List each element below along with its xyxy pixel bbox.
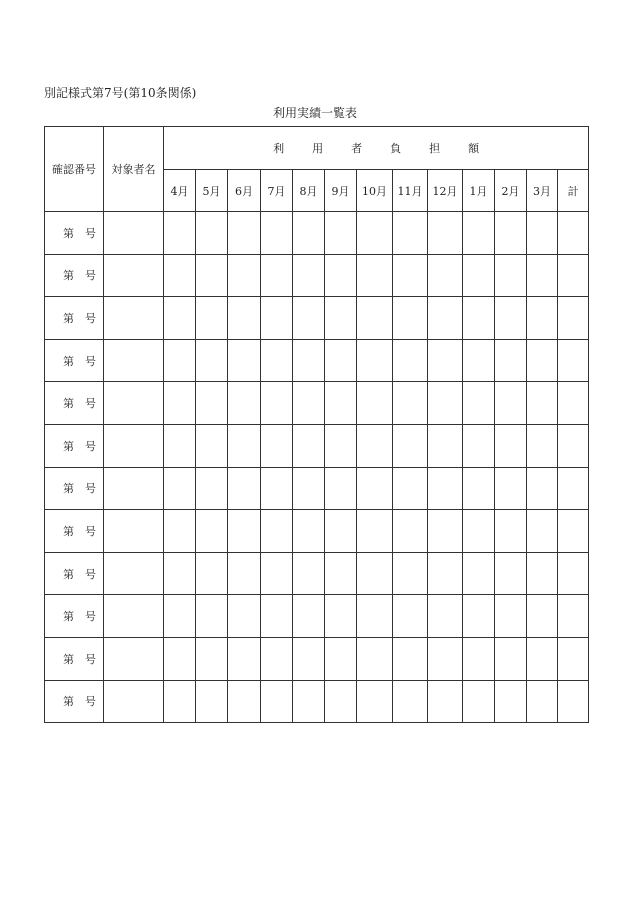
month-header-cell: 12月 xyxy=(428,170,463,212)
table-row xyxy=(45,382,589,425)
amount-cell[interactable] xyxy=(393,510,428,553)
amount-cell[interactable] xyxy=(196,424,228,467)
month-header-cell: 10月 xyxy=(357,170,393,212)
amount-cell[interactable] xyxy=(463,424,495,467)
amount-cell[interactable] xyxy=(325,424,357,467)
number-prefix: 第 xyxy=(63,652,74,666)
amount-cell[interactable] xyxy=(261,467,293,510)
number-suffix: 号 xyxy=(85,354,96,368)
table-row xyxy=(45,595,589,638)
amount-cell[interactable] xyxy=(463,552,495,595)
amount-cell[interactable] xyxy=(357,467,393,510)
amount-cell[interactable] xyxy=(164,339,196,382)
amount-cell[interactable] xyxy=(261,424,293,467)
amount-cell[interactable] xyxy=(393,424,428,467)
month-header-cell: 11月 xyxy=(393,170,428,212)
amount-cell[interactable] xyxy=(228,637,261,680)
month-header-cell: 8月 xyxy=(293,170,325,212)
month-header-cell: 6月 xyxy=(228,170,261,212)
table-row xyxy=(45,297,589,340)
amount-cell[interactable] xyxy=(196,467,228,510)
amount-cell[interactable] xyxy=(527,552,558,595)
number-prefix: 第 xyxy=(63,567,74,581)
amount-cell[interactable] xyxy=(357,212,393,255)
amount-cell[interactable] xyxy=(261,637,293,680)
amount-cell[interactable] xyxy=(428,595,463,638)
amount-cell[interactable] xyxy=(558,595,589,638)
number-suffix: 号 xyxy=(85,439,96,453)
confirmation-number-cell[interactable] xyxy=(45,424,104,467)
amount-cell[interactable] xyxy=(393,212,428,255)
amount-cell[interactable] xyxy=(164,212,196,255)
amount-cell[interactable] xyxy=(463,637,495,680)
amount-cell[interactable] xyxy=(428,680,463,723)
number-suffix: 号 xyxy=(85,695,96,709)
amount-cell[interactable] xyxy=(164,680,196,723)
target-name-cell[interactable] xyxy=(104,297,164,340)
amount-cell[interactable] xyxy=(293,382,325,425)
confirmation-number-cell[interactable] xyxy=(45,297,104,340)
number-prefix: 第 xyxy=(63,524,74,538)
number-prefix: 第 xyxy=(63,311,74,325)
amount-cell[interactable] xyxy=(527,680,558,723)
amount-cell[interactable] xyxy=(428,552,463,595)
number-suffix: 号 xyxy=(85,482,96,496)
header-user-burden-amount xyxy=(164,127,589,170)
amount-cell[interactable] xyxy=(196,339,228,382)
table-body xyxy=(45,212,589,723)
amount-cell[interactable] xyxy=(495,212,527,255)
amount-cell[interactable] xyxy=(228,680,261,723)
target-name-cell[interactable] xyxy=(104,339,164,382)
amount-cell[interactable] xyxy=(558,637,589,680)
amount-cell[interactable] xyxy=(558,254,589,297)
amount-cell[interactable] xyxy=(527,637,558,680)
amount-cell[interactable] xyxy=(428,339,463,382)
target-name-cell[interactable] xyxy=(104,595,164,638)
amount-cell[interactable] xyxy=(293,637,325,680)
month-header-cell: 5月 xyxy=(196,170,228,212)
amount-cell[interactable] xyxy=(164,254,196,297)
amount-cell[interactable] xyxy=(293,467,325,510)
amount-cell[interactable] xyxy=(325,680,357,723)
amount-cell[interactable] xyxy=(261,212,293,255)
amount-cell[interactable] xyxy=(428,297,463,340)
amount-cell[interactable] xyxy=(558,212,589,255)
amount-cell[interactable] xyxy=(463,339,495,382)
amount-cell[interactable] xyxy=(164,595,196,638)
number-prefix: 第 xyxy=(63,610,74,624)
header-target-name: 対象者名 xyxy=(104,127,164,212)
number-prefix: 第 xyxy=(63,397,74,411)
amount-cell[interactable] xyxy=(527,595,558,638)
amount-cell[interactable] xyxy=(558,424,589,467)
amount-cell[interactable] xyxy=(463,467,495,510)
amount-cell[interactable] xyxy=(428,637,463,680)
number-suffix: 号 xyxy=(85,269,96,283)
table-row xyxy=(45,212,589,255)
amount-cell[interactable] xyxy=(228,510,261,553)
number-prefix: 第 xyxy=(63,269,74,283)
amount-cell[interactable] xyxy=(261,297,293,340)
amount-cell[interactable] xyxy=(164,382,196,425)
number-suffix: 号 xyxy=(85,397,96,411)
confirmation-number-cell[interactable] xyxy=(45,595,104,638)
amount-cell[interactable] xyxy=(357,510,393,553)
amount-cell[interactable] xyxy=(558,339,589,382)
amount-cell[interactable] xyxy=(558,297,589,340)
amount-cell[interactable] xyxy=(325,254,357,297)
month-header-cell: 7月 xyxy=(261,170,293,212)
amount-cell[interactable] xyxy=(393,254,428,297)
confirmation-number-cell[interactable] xyxy=(45,467,104,510)
amount-cell[interactable] xyxy=(527,510,558,553)
amount-cell[interactable] xyxy=(495,552,527,595)
amount-cell[interactable] xyxy=(463,212,495,255)
amount-cell[interactable] xyxy=(393,297,428,340)
amount-cell[interactable] xyxy=(293,254,325,297)
amount-cell[interactable] xyxy=(357,339,393,382)
amount-cell[interactable] xyxy=(261,595,293,638)
amount-cell[interactable] xyxy=(428,424,463,467)
amount-cell[interactable] xyxy=(261,254,293,297)
table-row xyxy=(45,339,589,382)
amount-cell[interactable] xyxy=(261,680,293,723)
amount-cell[interactable] xyxy=(495,467,527,510)
amount-cell[interactable] xyxy=(495,424,527,467)
amount-cell[interactable] xyxy=(558,382,589,425)
amount-cell[interactable] xyxy=(325,595,357,638)
amount-cell[interactable] xyxy=(164,424,196,467)
burden-title-char: 担 xyxy=(429,142,441,155)
amount-cell[interactable] xyxy=(357,382,393,425)
amount-cell[interactable] xyxy=(527,424,558,467)
amount-cell[interactable] xyxy=(164,510,196,553)
header-confirmation-number: 確認番号 xyxy=(45,127,104,212)
number-prefix: 第 xyxy=(63,482,74,496)
amount-cell[interactable] xyxy=(393,552,428,595)
amount-cell[interactable] xyxy=(558,467,589,510)
amount-cell[interactable] xyxy=(293,680,325,723)
confirmation-number-cell[interactable] xyxy=(45,254,104,297)
amount-cell[interactable] xyxy=(228,212,261,255)
amount-cell[interactable] xyxy=(558,680,589,723)
target-name-cell[interactable] xyxy=(104,552,164,595)
amount-cell[interactable] xyxy=(393,467,428,510)
amount-cell[interactable] xyxy=(357,637,393,680)
document-title: 利用実績一覧表 xyxy=(272,106,357,120)
amount-cell[interactable] xyxy=(357,254,393,297)
amount-cell[interactable] xyxy=(325,467,357,510)
amount-cell[interactable] xyxy=(261,552,293,595)
amount-cell[interactable] xyxy=(325,297,357,340)
amount-cell[interactable] xyxy=(393,339,428,382)
amount-cell[interactable] xyxy=(463,254,495,297)
amount-cell[interactable] xyxy=(325,552,357,595)
burden-title-char: 者 xyxy=(351,142,363,155)
amount-cell[interactable] xyxy=(393,680,428,723)
month-header-cell: 1月 xyxy=(463,170,495,212)
amount-cell[interactable] xyxy=(293,552,325,595)
amount-cell[interactable] xyxy=(228,424,261,467)
target-name-cell[interactable] xyxy=(104,637,164,680)
amount-cell[interactable] xyxy=(357,552,393,595)
amount-cell[interactable] xyxy=(293,297,325,340)
amount-cell[interactable] xyxy=(325,212,357,255)
amount-cell[interactable] xyxy=(196,254,228,297)
number-suffix: 号 xyxy=(85,524,96,538)
burden-title-char: 利 xyxy=(273,142,285,155)
form-label: 別記様式第7号(第10条関係) xyxy=(44,86,197,100)
number-suffix: 号 xyxy=(85,311,96,325)
amount-cell[interactable] xyxy=(393,637,428,680)
amount-cell[interactable] xyxy=(357,680,393,723)
amount-cell[interactable] xyxy=(495,382,527,425)
burden-title-char: 額 xyxy=(468,142,480,155)
amount-cell[interactable] xyxy=(357,424,393,467)
month-header-cell: 2月 xyxy=(495,170,527,212)
usage-record-table xyxy=(44,126,589,723)
amount-cell[interactable] xyxy=(428,382,463,425)
amount-cell[interactable] xyxy=(527,297,558,340)
number-prefix: 第 xyxy=(63,695,74,709)
table-row xyxy=(45,552,589,595)
amount-cell[interactable] xyxy=(196,510,228,553)
target-name-cell[interactable] xyxy=(104,680,164,723)
amount-cell[interactable] xyxy=(293,595,325,638)
table-row xyxy=(45,637,589,680)
amount-cell[interactable] xyxy=(164,297,196,340)
number-suffix: 号 xyxy=(85,567,96,581)
amount-cell[interactable] xyxy=(495,637,527,680)
amount-cell[interactable] xyxy=(463,680,495,723)
amount-cell[interactable] xyxy=(325,339,357,382)
amount-cell[interactable] xyxy=(428,510,463,553)
amount-cell[interactable] xyxy=(293,339,325,382)
amount-cell[interactable] xyxy=(357,297,393,340)
number-suffix: 号 xyxy=(85,652,96,666)
month-header-cell: 4月 xyxy=(164,170,196,212)
number-prefix: 第 xyxy=(63,439,74,453)
number-prefix: 第 xyxy=(63,354,74,368)
amount-cell[interactable] xyxy=(357,595,393,638)
amount-cell[interactable] xyxy=(325,510,357,553)
amount-cell[interactable] xyxy=(228,467,261,510)
target-name-cell[interactable] xyxy=(104,212,164,255)
amount-cell[interactable] xyxy=(196,382,228,425)
target-name-cell[interactable] xyxy=(104,467,164,510)
burden-title-char: 負 xyxy=(390,142,402,155)
target-name-cell[interactable] xyxy=(104,382,164,425)
table-row xyxy=(45,467,589,510)
amount-cell[interactable] xyxy=(228,254,261,297)
amount-cell[interactable] xyxy=(463,382,495,425)
amount-cell[interactable] xyxy=(164,552,196,595)
confirmation-number-cell[interactable] xyxy=(45,680,104,723)
amount-cell[interactable] xyxy=(261,339,293,382)
amount-cell[interactable] xyxy=(196,552,228,595)
month-header-cell: 計 xyxy=(558,170,589,212)
amount-cell[interactable] xyxy=(495,680,527,723)
amount-cell[interactable] xyxy=(293,424,325,467)
table-row xyxy=(45,424,589,467)
amount-cell[interactable] xyxy=(393,595,428,638)
table-row xyxy=(45,680,589,723)
amount-cell[interactable] xyxy=(196,297,228,340)
confirmation-number-cell[interactable] xyxy=(45,552,104,595)
amount-cell[interactable] xyxy=(495,254,527,297)
target-name-cell[interactable] xyxy=(104,254,164,297)
amount-cell[interactable] xyxy=(495,339,527,382)
number-suffix: 号 xyxy=(85,610,96,624)
amount-cell[interactable] xyxy=(325,382,357,425)
burden-title-char: 用 xyxy=(312,142,324,155)
amount-cell[interactable] xyxy=(196,637,228,680)
amount-cell[interactable] xyxy=(527,467,558,510)
amount-cell[interactable] xyxy=(261,510,293,553)
amount-cell[interactable] xyxy=(495,297,527,340)
amount-cell[interactable] xyxy=(164,637,196,680)
table-row xyxy=(45,510,589,553)
amount-cell[interactable] xyxy=(527,254,558,297)
amount-cell[interactable] xyxy=(228,339,261,382)
confirmation-number-cell[interactable] xyxy=(45,339,104,382)
amount-cell[interactable] xyxy=(558,552,589,595)
amount-cell[interactable] xyxy=(463,297,495,340)
amount-cell[interactable] xyxy=(428,467,463,510)
number-suffix: 号 xyxy=(85,226,96,240)
amount-cell[interactable] xyxy=(196,680,228,723)
target-name-cell[interactable] xyxy=(104,510,164,553)
amount-cell[interactable] xyxy=(196,595,228,638)
amount-cell[interactable] xyxy=(325,637,357,680)
amount-cell[interactable] xyxy=(228,552,261,595)
amount-cell[interactable] xyxy=(261,382,293,425)
confirmation-number-cell[interactable] xyxy=(45,510,104,553)
confirmation-number-cell[interactable] xyxy=(45,212,104,255)
amount-cell[interactable] xyxy=(495,510,527,553)
confirmation-number-cell[interactable] xyxy=(45,382,104,425)
amount-cell[interactable] xyxy=(196,212,228,255)
amount-cell[interactable] xyxy=(228,595,261,638)
amount-cell[interactable] xyxy=(228,297,261,340)
amount-cell[interactable] xyxy=(463,510,495,553)
month-header-cell: 3月 xyxy=(527,170,558,212)
amount-cell[interactable] xyxy=(393,382,428,425)
amount-cell[interactable] xyxy=(558,510,589,553)
amount-cell[interactable] xyxy=(527,339,558,382)
confirmation-number-cell[interactable] xyxy=(45,637,104,680)
amount-cell[interactable] xyxy=(428,254,463,297)
month-header-cell: 9月 xyxy=(325,170,357,212)
target-name-cell[interactable] xyxy=(104,424,164,467)
amount-cell[interactable] xyxy=(495,595,527,638)
amount-cell[interactable] xyxy=(293,212,325,255)
amount-cell[interactable] xyxy=(527,212,558,255)
amount-cell[interactable] xyxy=(428,212,463,255)
amount-cell[interactable] xyxy=(228,382,261,425)
amount-cell[interactable] xyxy=(463,595,495,638)
table-row xyxy=(45,254,589,297)
amount-cell[interactable] xyxy=(164,467,196,510)
number-prefix: 第 xyxy=(63,226,74,240)
amount-cell[interactable] xyxy=(293,510,325,553)
amount-cell[interactable] xyxy=(527,382,558,425)
